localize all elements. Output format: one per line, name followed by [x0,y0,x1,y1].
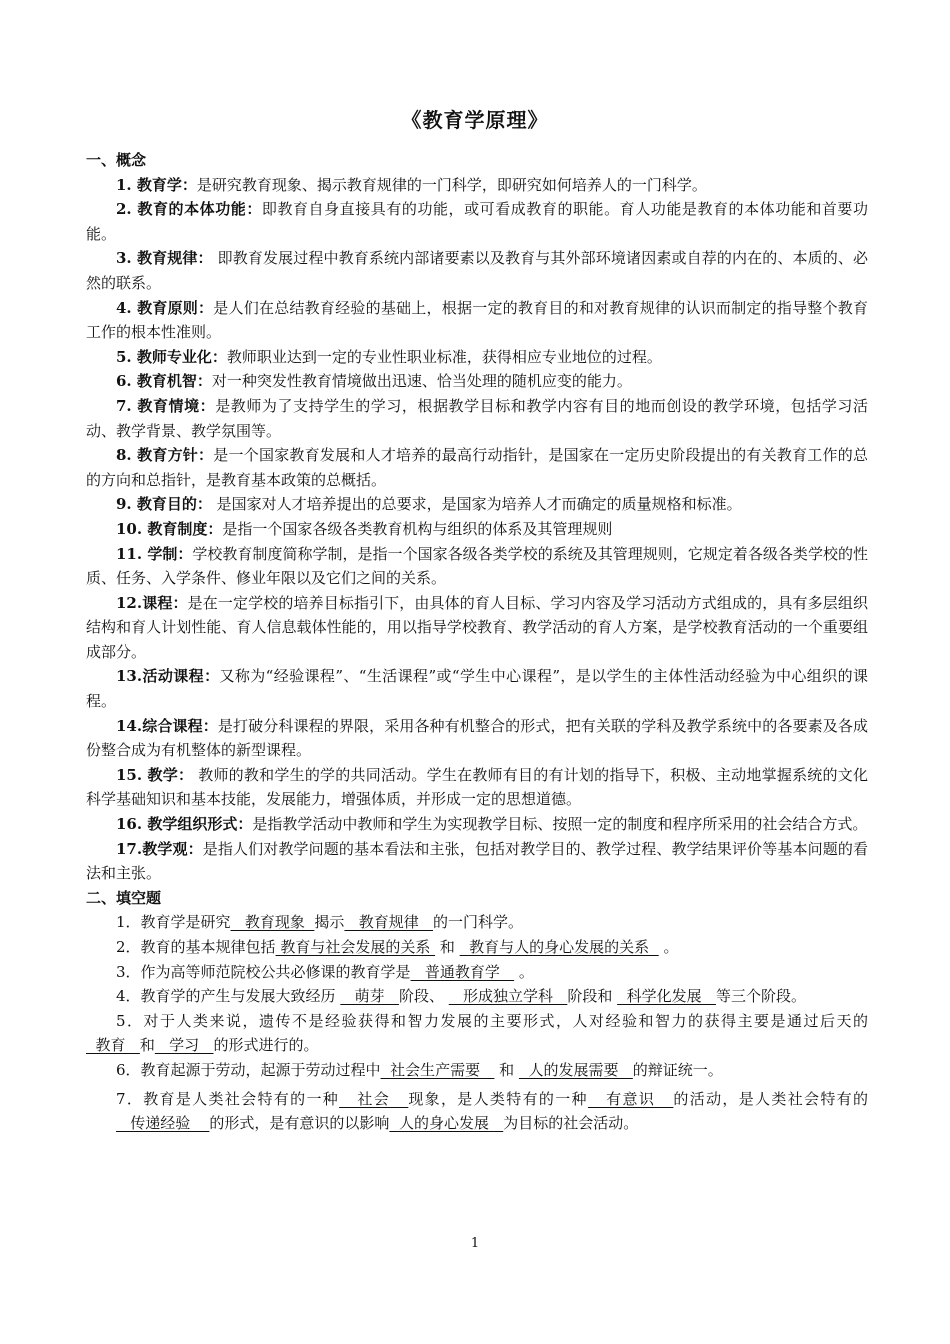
concept-list [86,173,868,886]
concept-definition: 是打破分科课程的界限，采用各种有机整合的形式，把有关联的学科及教学系统中的各要素及各成份整合成为有机整体的新型课程。 [86,716,868,760]
concept-term: 14.综合课程： [116,716,218,735]
fill-question-1: 1．教育学是研究 教育现象 揭示 教育规律 的一门科学。 [116,913,524,932]
concept-definition: 是人们在总结教育经验的基础上，根据一定的教育目的和对教育规律的认识而制定的指导整个教育工作的根本性准则。 [86,298,868,342]
document-title: 《教育学原理》 [401,108,549,132]
concept-definition: 是指人们对教学问题的基本看法和主张，包括对教学目的、教学过程、教学结果评价等基本问题的看法和主张。 [86,839,868,883]
concept-term: 7. 教育情境： [116,396,216,415]
section-heading-fill: 二、填空题 [86,888,162,907]
answer-blank: 教育与人的身心发展的关系 [459,938,659,956]
concept-term: 4. 教育原则： [116,298,214,317]
answer-blank: 社会 [339,1089,409,1108]
concept-item [86,664,868,713]
concept-definition: 是在一定学校的培养目标指引下，由具体的育人目标、学习内容及学习活动方式组成的，具有多层组织结构和育人计划性能、育人信息载体性能的，用以指导学校教育、教学活动的育人方案，是学校教育活动的一个重要组成部分。 [86,593,868,661]
answer-blank: 科学化发展 [617,987,716,1006]
answer-blank: 人的发展需要 [518,1060,633,1079]
concept-item [86,345,868,370]
concept-item [86,296,868,345]
concept-item [86,369,868,394]
answer-blank: 学习 [154,1036,214,1055]
concept-item [86,394,868,443]
concept-definition: 即教育发展过程中教育系统内部诸要素以及教育与其外部环境诸因素或自荐的内在的、本质的、必然的联系。 [86,249,868,292]
answer-blank: 社会生产需要 [380,1060,495,1079]
fill-question-3: 3．作为高等师范院校公共必修课的教育学是 普通教育学 。 [116,962,534,981]
concept-item [86,197,868,246]
concept-term: 1. 教育学： [116,175,197,194]
concept-item [86,714,868,763]
concept-definition: 是教师为了支持学生的学习，根据教学目标和教学内容有目的地而创设的教学环境，包括学习活动、教学背景、教学氛围等。 [86,396,868,440]
concept-definition: 是研究教育现象、揭示教育规律的一门科学，即研究如何培养人的一门科学。 [196,175,707,194]
concept-definition: 又称为“经验课程”、“生活课程”或“学生中心课程”，是以学生的主体性活动经验为中心组织的课程。 [86,667,868,711]
answer-blank: 教育规律 [344,913,434,932]
concept-term: 6. 教育机智： [116,372,212,391]
concept-term: 10. 教育制度： [116,519,223,538]
concept-item [86,812,868,837]
concept-definition: 教师的教和学生的学的共同活动。学生在教师有目的有计划的指导下，积极、主动地掌握系统的文化科学基础知识和基本技能，发展能力，增强体质，并形成一定的思想道德。 [86,765,868,809]
fill-question-5: 5．对于人类来说，遗传不是经验获得和智力发展的主要形式，人对经验和智力的获得主要是通过后天的 教育 和 学习 的形式进行的。 [86,1011,868,1055]
answer-blank: 教育与社会发展的关系 [275,938,436,956]
concept-item [86,542,868,591]
concept-item [86,443,868,492]
concept-definition: 教师职业达到一定的专业性职业标准，获得相应专业地位的过程。 [226,347,662,366]
concept-definition: 是国家对人才培养提出的总要求，是国家为培养人才而确定的质量规格和标准。 [211,495,742,514]
concept-term: 8. 教育方针： [116,446,214,465]
answer-blank: 萌芽 [340,987,399,1006]
section-heading-concepts: 一、概念 [86,151,147,169]
concept-item [86,173,868,198]
concept-term: 11. 学制： [116,544,193,563]
answer-blank: 有意识 [587,1089,674,1108]
concept-term: 9. 教育目的： [116,495,212,514]
concept-definition: 是指一个国家各级各类教育机构与组织的体系及其管理规则 [222,519,613,538]
concept-item [86,763,868,812]
concept-definition: 对一种突发性教育情境做出迅速、恰当处理的随机应变的能力。 [211,372,632,391]
concept-item [86,591,868,665]
concept-term: 15. 教学： [116,765,194,784]
concept-definition: 是指教学活动中教师和学生为实现教学目标、按照一定的制度和程序所采用的社会结合方式。 [252,815,868,834]
fill-question-7: 7．教育是人类社会特有的一种 社会 现象，是人类特有的一种 有意识 的活动，是人类社会特有的 传递经验 的形式，是有意识的以影响 人的身心发展 为目标的社会活动。 [116,1089,868,1133]
fill-question-6: 6．教育起源于劳动，起源于劳动过程中 社会生产需要 和 人的发展需要 的辩证统一。 [116,1060,723,1079]
answer-blank: 人的身心发展 [389,1114,504,1133]
concept-term: 12.课程： [116,593,188,612]
concept-item [86,517,868,542]
answer-blank: 教育现象 [230,913,315,932]
concept-term: 3. 教育规律： [116,249,213,268]
concept-term: 13.活动课程： [116,667,220,686]
document-body [86,148,868,1136]
concept-definition: 是一个国家教育发展和人才培养的最高行动指针，是国家在一定历史阶段提出的有关教育工作的总的方向和总指针，是教育基本政策的总概括。 [86,446,868,489]
answer-blank: 形成独立学科 [448,987,568,1006]
answer-blank: 普通教育学 [410,962,515,981]
concept-item [86,492,868,517]
answer-blank: 教育 [86,1036,140,1055]
answer-blank: 传递经验 [116,1114,210,1133]
concept-term: 16. 教学组织形式： [116,815,253,834]
concept-item [86,246,868,295]
concept-item [86,837,868,886]
concept-term: 2. 教育的本体功能： [116,200,262,219]
concept-term: 17.教学观： [116,839,203,858]
concept-term: 5. 教师专业化： [116,347,227,366]
page-number: 1 [470,1236,480,1251]
concept-definition: 学校教育制度简称学制，是指一个国家各级各类学校的系统及其管理规则，它规定着各级各类学校的性质、任务、入学条件、修业年限以及它们之间的关系。 [86,544,868,588]
fill-question-2: 2．教育的基本规律包括 教育与社会发展的关系 和 教育与人的身心发展的关系 。 [116,938,679,956]
concept-definition: 即教育自身直接具有的功能，或可看成教育的职能。育人功能是教育的本体功能和首要功能。 [86,200,868,243]
fill-question-4: 4．教育学的产生与发展大致经历 萌芽 阶段、 形成独立学科 阶段和 科学化发展 等三个阶段。 [116,987,806,1006]
